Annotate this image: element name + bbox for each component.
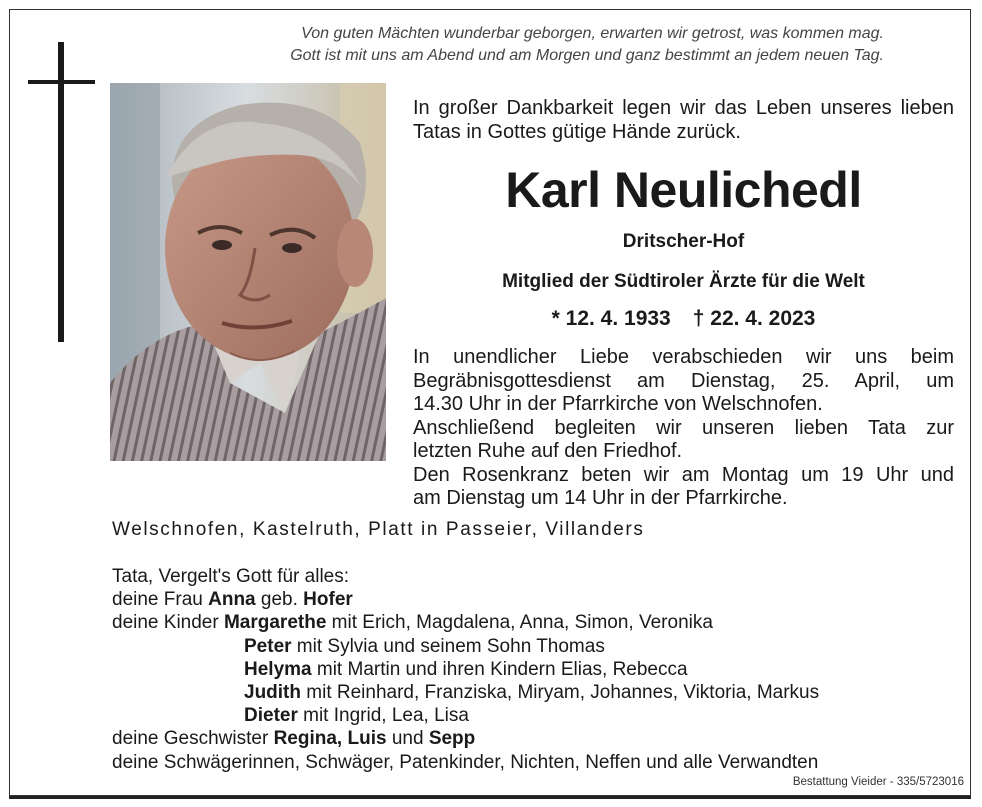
child-family: mit Sylvia und seinem Sohn Thomas xyxy=(291,635,605,657)
child-family: mit Reinhard, Franziska, Miryam, Johannes, Viktoria, Markus xyxy=(301,681,820,703)
notice-line: In unendlicher Liebe verabschieden wir uns beim xyxy=(413,346,954,368)
wife-mid: geb. xyxy=(255,589,304,611)
child-name: Dieter xyxy=(244,705,298,727)
siblings-names: Regina, Luis xyxy=(273,728,387,750)
cross-icon-bar xyxy=(28,80,95,84)
child-family: mit Erich, Magdalena, Anna, Simon, Veronika xyxy=(326,612,713,634)
portrait-photo xyxy=(110,83,386,461)
intro-text: In großer Dankbarkeit legen wir das Leben unseres lieben Tatas in Gottes gütige Hände zurück. xyxy=(413,97,954,143)
motto-line-1: Von guten Mächten wunderbar geborgen, erwarten wir getrost, was kommen mag. xyxy=(301,25,884,42)
wife-name: Anna xyxy=(208,589,256,611)
child-name: Peter xyxy=(244,635,292,657)
child-line xyxy=(112,635,962,658)
notice-line: Anschließend begleiten wir unseren lieben Tata zur xyxy=(413,416,954,439)
child-name: Helyma xyxy=(244,658,312,680)
undertaker-info: Bestattung Vieider - 335/5723016 xyxy=(792,776,964,788)
mourners-list xyxy=(112,565,962,774)
child-family: mit Ingrid, Lea, Lisa xyxy=(297,705,469,727)
life-dates xyxy=(413,306,954,332)
death-date: † 22. 4. 2023 xyxy=(692,307,816,330)
notice-line: letzten Ruhe auf den Friedhof. xyxy=(413,440,683,462)
thanks-line: Tata, Vergelt's Gott für alles: xyxy=(112,566,350,587)
wife-prefix: deine Frau xyxy=(112,589,209,611)
wife-line xyxy=(112,588,962,611)
child-name: Judith xyxy=(244,681,301,703)
places: Welschnofen, Kastelruth, Platt in Passeier, Villanders xyxy=(112,519,645,540)
child-name: Margarethe xyxy=(223,612,327,634)
siblings-and: und xyxy=(386,728,429,750)
motto-line-2: Gott ist mit uns am Abend und am Morgen und ganz bestimmt an jedem neuen Tag. xyxy=(290,47,884,64)
notice-line: Den Rosenkranz beten wir am Montag um 19 Uhr und xyxy=(413,463,954,486)
notice-line: 14.30 Uhr in der Pfarrkirche von Welschnofen. xyxy=(413,393,823,415)
siblings-prefix: deine Geschwister xyxy=(112,728,274,750)
child-line xyxy=(112,704,962,727)
funeral-notice xyxy=(413,346,954,511)
child-line xyxy=(112,681,962,704)
wife-maiden-name: Hofer xyxy=(303,589,353,611)
birth-date: * 12. 4. 1933 xyxy=(551,307,671,330)
membership: Mitglied der Südtiroler Ärzte für die Welt xyxy=(502,271,865,292)
notice-line: Begräbnisgottesdienst am Dienstag, 25. April, um xyxy=(413,369,954,392)
bottom-rule xyxy=(9,796,971,799)
relatives-line: deine Schwägerinnen, Schwäger, Patenkinder, Nichten, Neffen und alle Verwandten xyxy=(112,751,819,773)
deceased-name: Karl Neulichedl xyxy=(505,162,862,218)
child-family: mit Martin und ihren Kindern Elias, Rebecca xyxy=(311,658,688,680)
siblings-last-name: Sepp xyxy=(428,728,476,750)
farm-name: Dritscher-Hof xyxy=(622,231,745,252)
child-line xyxy=(112,611,962,634)
child-line xyxy=(112,658,962,681)
cross-icon xyxy=(58,42,64,342)
notice-line: am Dienstag um 14 Uhr in der Pfarrkirche. xyxy=(413,487,788,509)
children-prefix: deine Kinder xyxy=(112,612,224,634)
siblings-line xyxy=(112,727,962,750)
